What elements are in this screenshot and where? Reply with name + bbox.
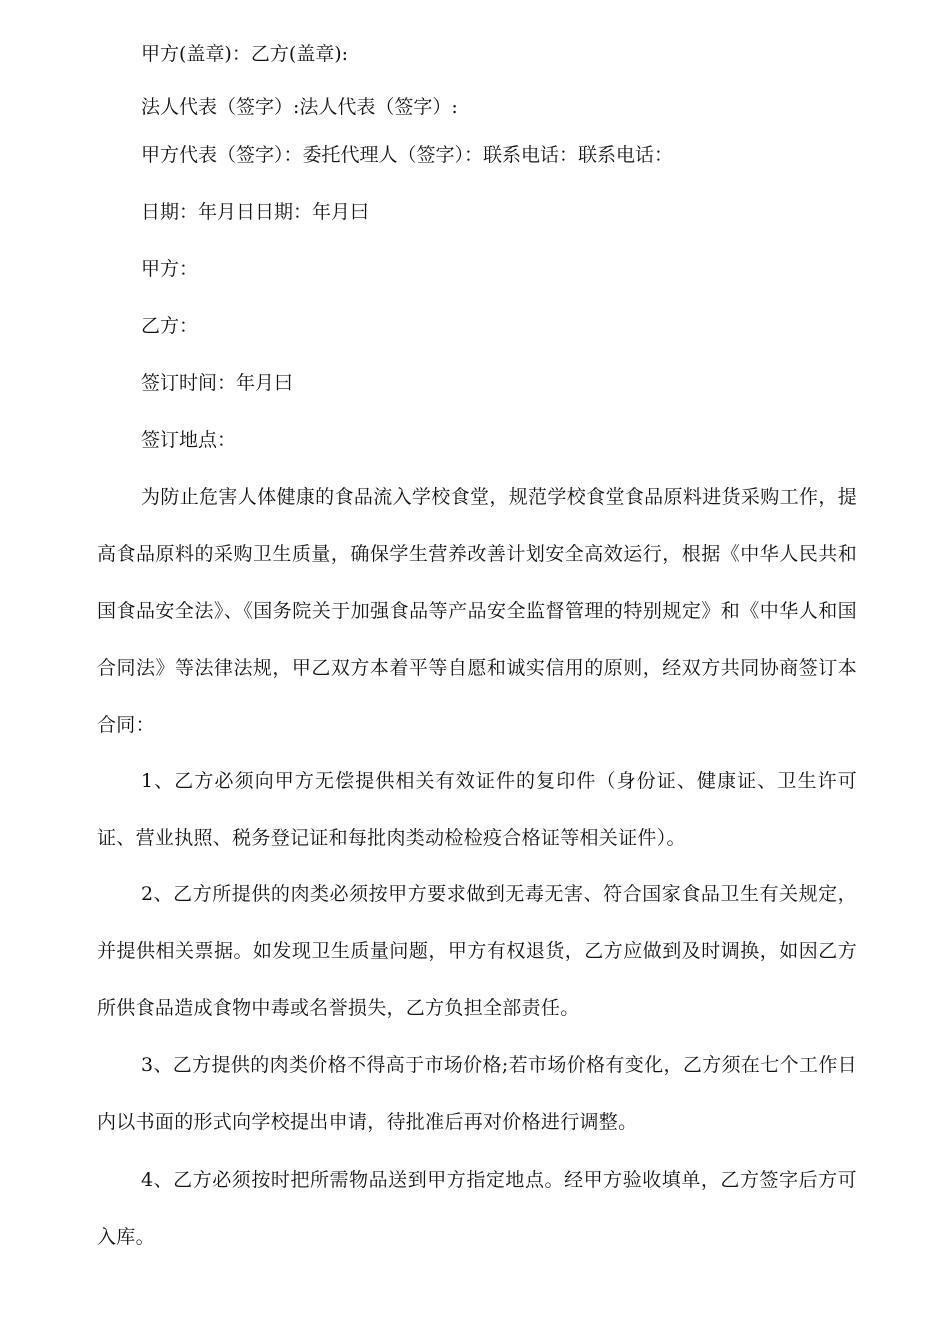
clause-4-paragraph: 4、乙方必须按时把所需物品送到甲方指定地点。经甲方验收填单，乙方签字后方可入库。 bbox=[97, 1169, 857, 1248]
party-a-line: 甲方： bbox=[141, 258, 199, 280]
date-line: 日期：年月日日期：年月曰 bbox=[141, 201, 370, 223]
preamble-paragraph: 为防止危害人体健康的食品流入学校食堂，规范学校食堂食品原料进货采购工作，提高食品原料的采购卫生质量，确保学生营养改善计划安全高效运行，根据《中华人民共和国食品安全法》、《国务院关于加强食品等产品安全监督管理的特别规定》和《中华人和国合同法》等法律法规，甲乙双方本着平等自愿和诚实信用的原则，经双方共同协商签订本合同： bbox=[97, 486, 857, 736]
clause-3-paragraph: 3、乙方提供的肉类价格不得高于市场价格;若市场价格有变化，乙方须在七个工作日内以书面的形式向学校提出申请，待批准后再对价格进行调整。 bbox=[97, 1054, 857, 1133]
representative-contact-line: 甲方代表（签字）：委托代理人（签字）：联系电话：联系电话： bbox=[141, 144, 674, 166]
signing-location-line: 签订地点： bbox=[141, 429, 237, 451]
legal-representative-line: 法人代表（签字）:法人代表（签字）: bbox=[141, 96, 458, 118]
clause-2-paragraph: 2、乙方所提供的肉类必须按甲方要求做到无毒无害、符合国家食品卫生有关规定，并提供相关票据。如发现卫生质量问题，甲方有权退货，乙方应做到及时调换，如因乙方所供食品造成食物中毒或名誉损失，乙方负担全部责任。 bbox=[97, 883, 857, 1019]
clause-1-paragraph: 1、乙方必须向甲方无偿提供相关有效证件的复印件（身份证、健康证、卫生许可证、营业执照、税务登记证和每批肉类动检检疫合格证等相关证件）。 bbox=[97, 770, 857, 849]
signing-time-line: 签订时间：年月曰 bbox=[141, 372, 294, 394]
signature-seal-line: 甲方(盖章)：乙方(盖章): bbox=[141, 43, 349, 65]
party-b-line: 乙方： bbox=[141, 315, 199, 337]
